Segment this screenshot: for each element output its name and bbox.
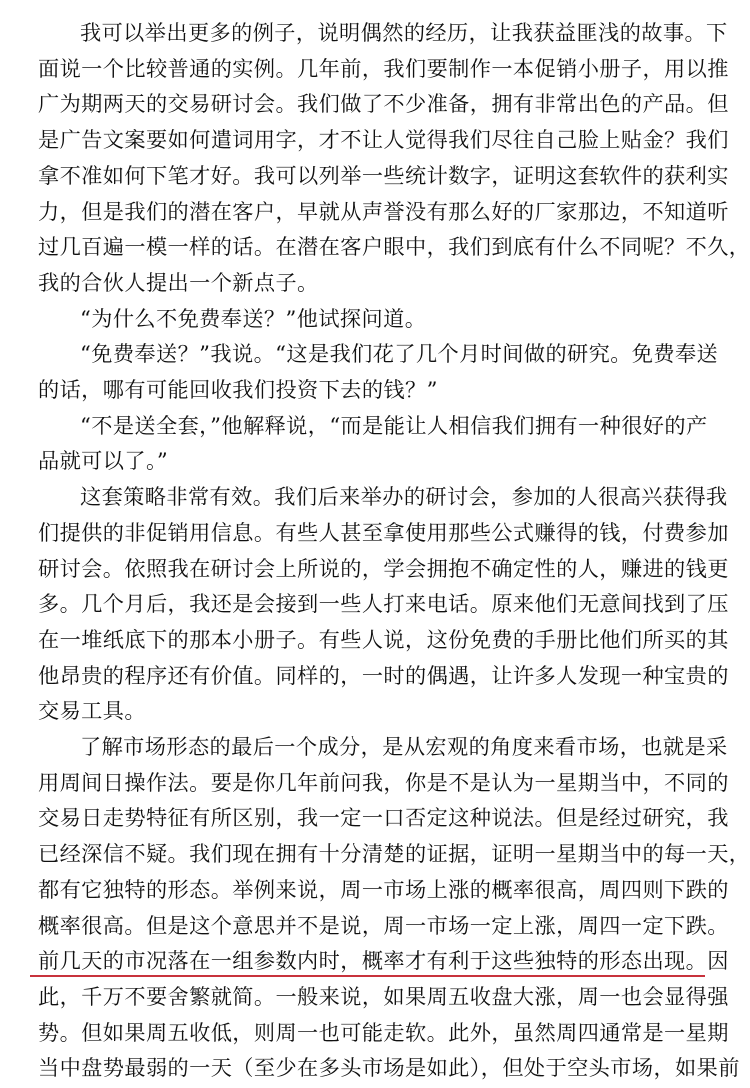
text-line: 势。但如果周五收低，则周一也可能走软。此外，虽然周四通常是一星期	[38, 1019, 729, 1045]
text-line: 交易工具。	[38, 698, 146, 724]
text-line: 交易日走势特征有所区别，我一定一口否定这种说法。但是经过研究，我	[38, 805, 729, 831]
text-line: “为什么不免费奉送？”他试探问道。	[80, 305, 427, 331]
text-line: 都有它独特的形态。举例来说，周一市场上涨的概率很高，周四则下跌的	[38, 876, 729, 902]
text-line: 了解市场形态的最后一个成分，是从宏观的角度来看市场，也就是采	[80, 734, 728, 759]
text-line: 此，千万不要舍繁就简。一般来说，如果周五收盘大涨，周一也会显得强	[38, 983, 729, 1009]
text-line: 在一堆纸底下的那本小册子。有些人说，这份免费的手册比他们所买的其	[38, 626, 729, 652]
red-underline-mark	[30, 975, 705, 977]
text-line: 广为期两天的交易研讨会。我们做了不少准备，拥有非常出色的产品。但	[38, 91, 729, 117]
text-line: 研讨会。依照我在研讨会上所说的，学会拥抱不确定性的人，赚进的钱更	[38, 555, 729, 581]
text-line: 已经深信不疑。我们现在拥有十分清楚的证据，证明一星期当中的每一天，	[38, 841, 750, 867]
text-line: 当中盘势最弱的一天（至少在多头市场是如此），但处于空头市场，如果前	[38, 1055, 740, 1081]
text-line: 品就可以了。”	[38, 448, 169, 474]
text-line: 力，但是我们的潜在客户，早就从声誉没有那么好的厂家那边，不知道听	[38, 198, 729, 224]
text-line: 拿不准如何下笔才好。我可以列举一些统计数字，证明这套软件的获利实	[38, 162, 729, 188]
text-line: 们提供的非促销用信息。有些人甚至拿使用那些公式赚得的钱，付费参加	[38, 519, 729, 545]
text-line: 他昂贵的程序还有价值。同样的，一时的偶遇，让许多人发现一种宝贵的	[38, 662, 729, 688]
text-line: 是广告文案要如何遣词用字，才不让人觉得我们尽往自己脸上贴金？我们	[38, 127, 729, 153]
text-line: 面说一个比较普通的实例。几年前，我们要制作一本促销小册子，用以推	[38, 55, 729, 81]
text-line: 我可以举出更多的例子，说明偶然的经历，让我获益匪浅的故事。下	[80, 20, 728, 45]
text-line: 前几天的市况落在一组参数内时，概率才有利于这些独特的形态出现。因	[38, 948, 729, 974]
text-line: 多。几个月后，我还是会接到一些人打来电话。原来他们无意间找到了压	[38, 591, 729, 617]
text-line: 过几百遍一模一样的话。在潜在客户眼中，我们到底有什么不同呢？不久，	[38, 234, 750, 260]
text-line: “不是送全套，”他解释说，“而是能让人相信我们拥有一种很好的产	[80, 412, 708, 438]
text-line: 我的合伙人提出一个新点子。	[38, 269, 319, 295]
text-line: 这套策略非常有效。我们后来举办的研讨会，参加的人很高兴获得我	[80, 484, 728, 510]
text-line: 的话，哪有可能回收我们投资下去的钱？”	[38, 377, 438, 402]
text-line: 概率很高。但是这个意思并不是说，周一市场一定上涨，周四一定下跌。	[38, 912, 729, 938]
text-line: “免费奉送？”我说。“这是我们花了几个月时间做的研究。免费奉送	[80, 341, 719, 367]
text-line: 用周间日操作法。要是你几年前问我，你是不是认为一星期当中，不同的	[38, 769, 729, 795]
